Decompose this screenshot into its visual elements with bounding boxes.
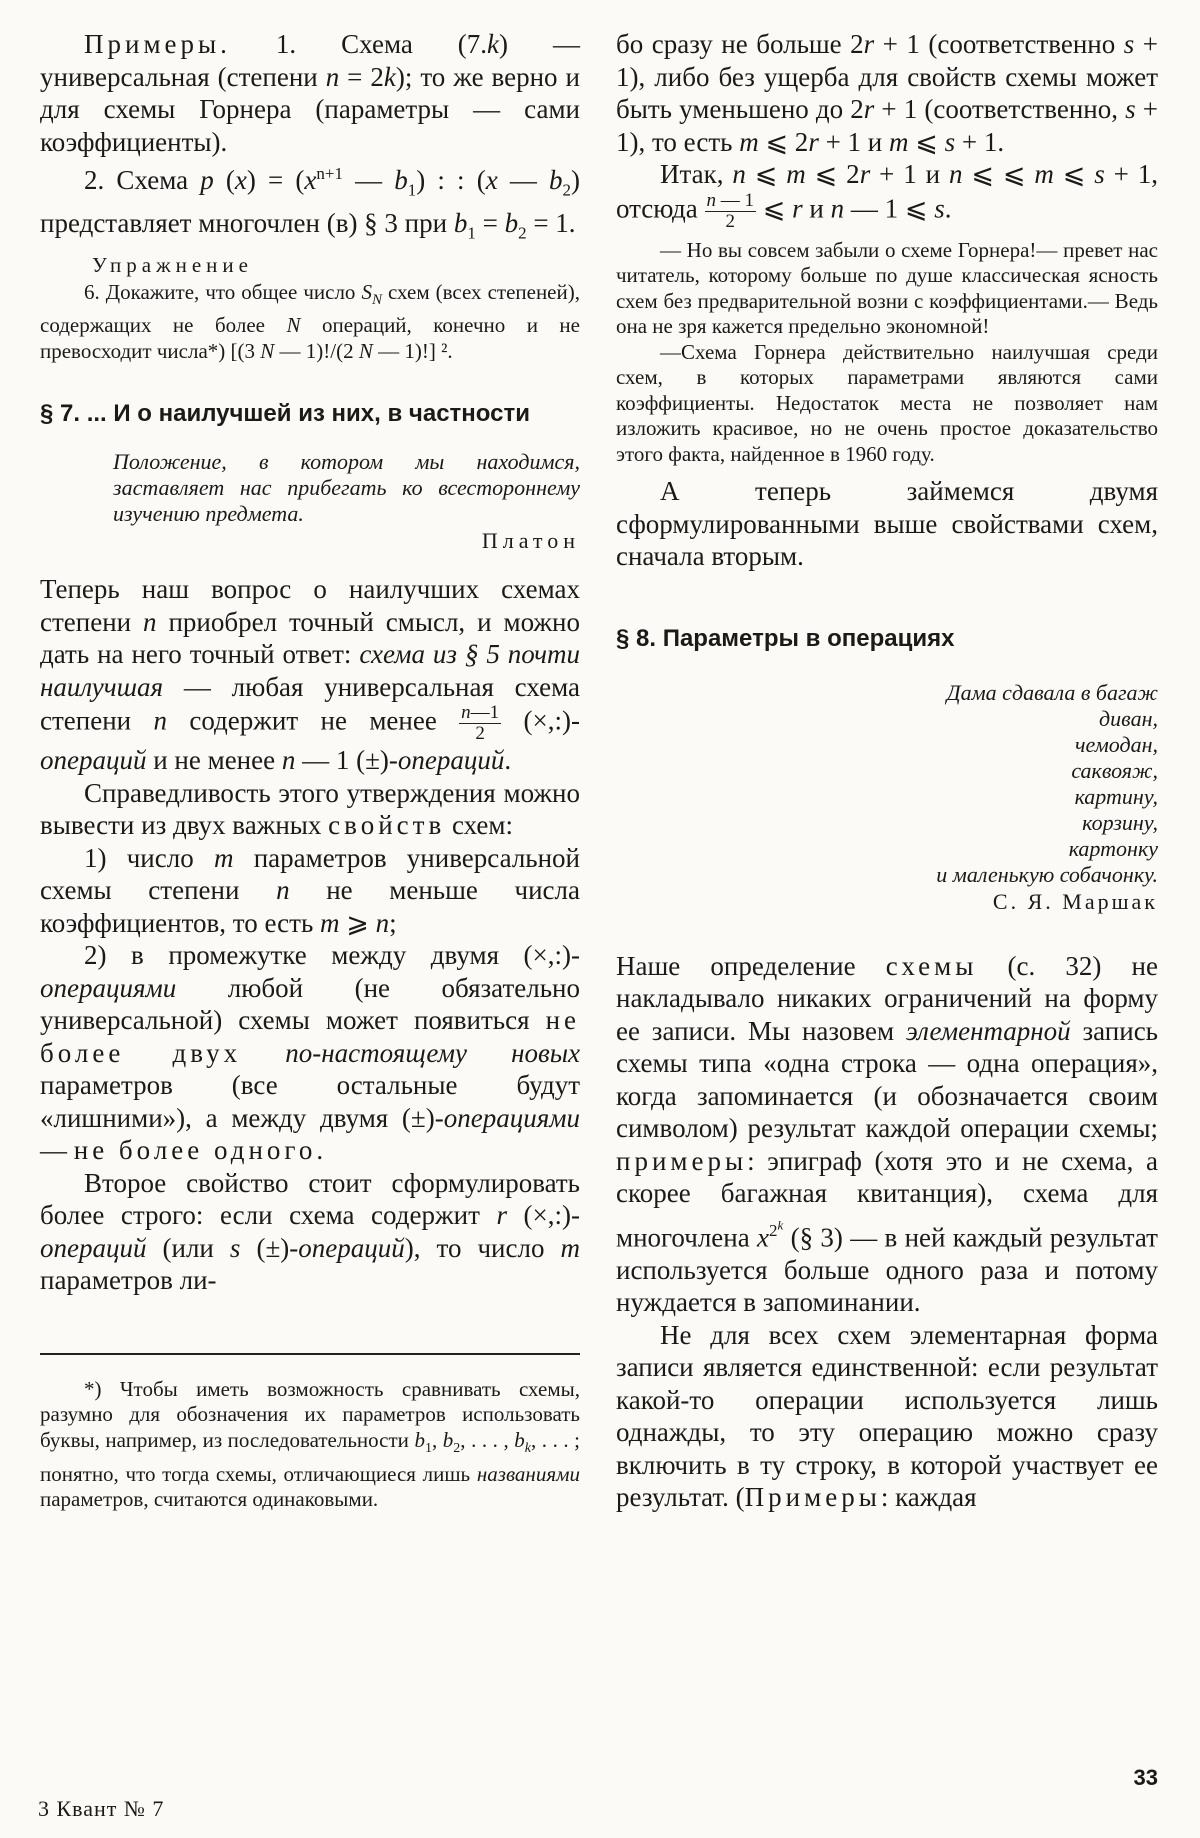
paragraph-continuation: бо сразу не больше 2r + 1 (соответственно s + 1), либо без ущерба для свойств схемы может быть уменьшено до 2r + 1 (соответственно, s + 1), то есть m ⩽ 2r + 1 и m ⩽ s + 1. <box>616 29 1158 157</box>
footnote: *) Чтобы иметь возможность сравнивать схемы, разумно для обозначения их параметров использовать буквы, например, из последовательности $b_1$, $b_2$, . . . , $b_k$, . . . ; понятно, что тогда схемы, отличающиеся лишь названиями параметров, считаются одинаковыми. <box>40 1376 580 1512</box>
epigraph-7: Положение, в котором мы находимся, заставляет нас прибегать ко всестороннему изучению предмета. <box>113 449 580 527</box>
exercise-heading: Упражнение <box>92 252 253 277</box>
paragraph-uniqueness: Не для всех схем элементарная форма записи является единственной: если результат какой-то операции используется лишь однажды, то эту операцию можно сразу включить в ту строку, в которой участвует ее результат. (Примеры: каждая <box>616 1319 1158 1513</box>
section-8-title: § 8. Параметры в операциях <box>616 624 955 652</box>
epigraph-8-line: саквояж, <box>1071 757 1158 783</box>
left-column <box>40 28 580 1513</box>
property-2: 2) в промежутке между двумя (×,:)-операциями любой (не обязательно универсальной) схемы может появиться не более двух по-настоящему новых параметров (все остальные будут «лишними»), а между двумя (±)-операциями — не более одного. <box>40 940 581 1166</box>
paragraph-conclusion: Итак, n ⩽ m ⩽ 2r + 1 и n ⩽ ⩽ m ⩽ s + 1, отсюда $\frac{n — 1}{2}$ ⩽ r и n — 1 ⩽ s. <box>616 159 1159 232</box>
epigraph-8-line: картину, <box>1074 783 1158 809</box>
exercise-text: 6. Докажите, что общее число $S_N$ схем (всех степеней), содержащих не более N операций, конечно и не превосходит числа*) [(3 N — 1)!/(2 N — 1)!] ². <box>40 279 580 363</box>
paragraph-example-2: 2. Схема p $(x) = (x^{n+1}$ — $b_1$) : : (x — $b_2$) представляет многочлен (в) § 3 при $b_1 = b_2 = 1$. <box>40 164 580 243</box>
section-7-title: § 7. ... И о наилучшей из них, в частности <box>40 400 530 428</box>
paragraph-second-property: Второе свойство стоит сформулировать более строго: если схема содержит r (×,:)-операций (или s (±)-операций), то число m параметров ли- <box>40 1167 580 1296</box>
dialog-reader: — Но вы совсем забыли о схеме Горнера!— превет нас читатель, которому больше по душе классическая ясность схем без предварительной возни с коэффициентами.— Ведь она не зря кажется предельно экономной! <box>616 237 1158 338</box>
epigraph-8-line: корзину, <box>1082 809 1158 835</box>
paragraph-elementary-form: Наше определение схемы (с. 32) не накладывало никаких ограничений на форму ее записи. Мы назовем элементарной запись схемы типа «одна строка — одна операция», когда запоминается (и обозначается своим символом) результат каждой операции схемы; примеры: эпиграф (хотя это и не схема, а скорее багажная квитанция), схема для многочлена $x^{2^k}$ (§ 3) — в ней каждый результат используется больше одного раза и потому нуждается в запоминании. <box>616 950 1158 1318</box>
paragraph-properties-intro: Справедливость этого утверждения можно вывести из двух важных свойств схем: <box>40 777 580 841</box>
epigraph-8-line: диван, <box>1099 705 1158 731</box>
right-column <box>616 28 1158 1514</box>
epigraph-8 <box>616 680 1158 888</box>
epigraph-8-line: картонку <box>1068 835 1158 861</box>
printer-signature: 3 Квант № 7 <box>38 1796 165 1821</box>
paragraph-transition: А теперь займемся двумя сформулированными выше свойствами схем, сначала вторым. <box>616 476 1158 571</box>
epigraph-8-line: и маленькую собачонку. <box>936 861 1158 887</box>
paragraph-main-claim: Теперь наш вопрос о наилучших схемах степени n приобрел точный смысл, и можно дать на него точный ответ: схема из § 5 почти наилучшая — любая универсальная схема степени n содержит не менее $\frac{n—1}{2}$ (×,:)-операций и не менее n — 1 (±)-операций. <box>40 574 580 776</box>
epigraph-8-line: чемодан, <box>1074 731 1158 757</box>
property-1: 1) число m параметров универсальной схемы степени n не меньше числа коэффициентов, то есть m ⩾ n; <box>40 842 581 938</box>
epigraph-7-author: Платон <box>481 528 580 554</box>
page-number: 33 <box>1133 1765 1158 1790</box>
footnote-divider <box>40 1353 580 1355</box>
epigraph-8-author: С. Я. Маршак <box>992 888 1158 914</box>
paragraph-examples: Примеры. 1. Схема (7.k) — универсальная (степени n = 2k); то же верно и для схемы Горнера (параметры — сами коэффициенты). <box>40 29 580 157</box>
epigraph-8-line: Дама сдавала в багаж <box>946 679 1158 705</box>
dialog-reply: —Схема Горнера действительно наилучшая среди схем, в которых параметрами являются сами коэффициенты. Недостаток места не позволяет нам изложить красивое, но не очень простое доказательство этого факта, найденное в 1960 году. <box>616 339 1158 466</box>
